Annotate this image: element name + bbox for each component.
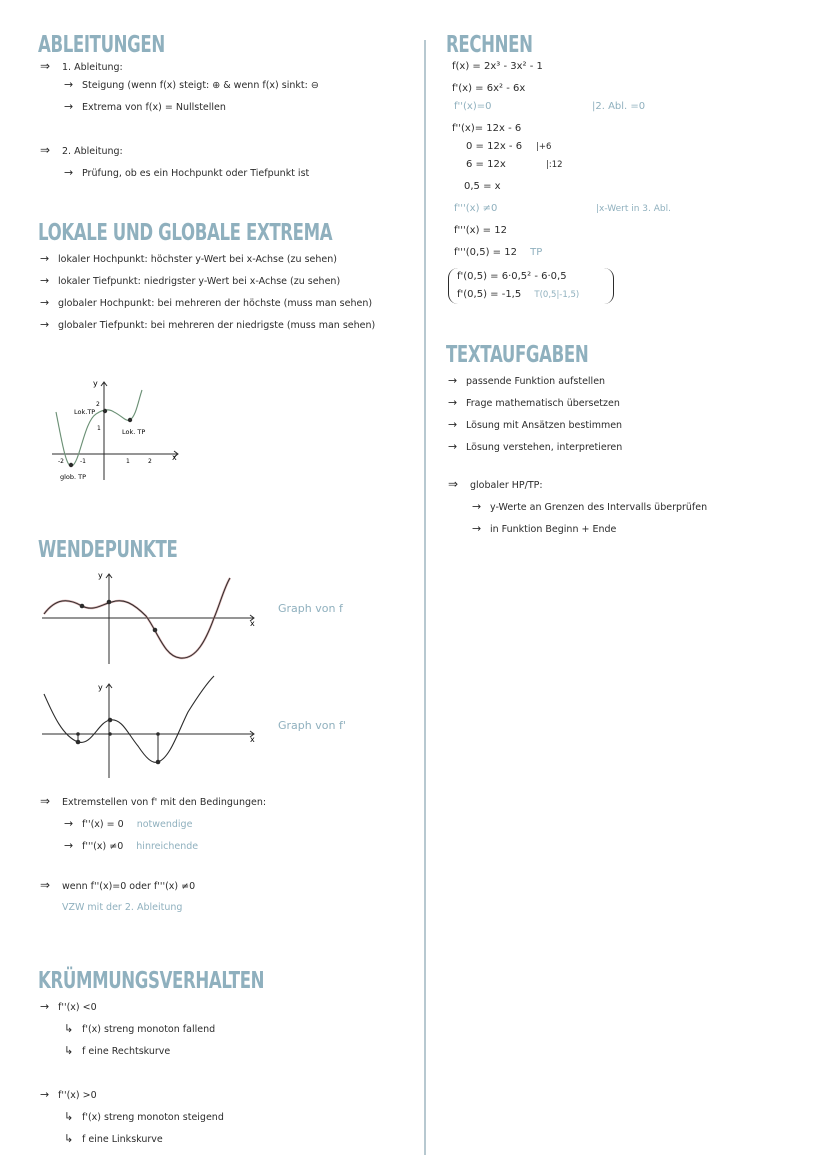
hook-arrow-icon: ↳ <box>64 1022 74 1035</box>
global-item: → in Funktion Beginn + Ende <box>472 522 617 535</box>
curve-f1 <box>44 676 214 762</box>
case1-a: ↳ f'(x) streng monoton fallend <box>64 1022 216 1035</box>
lok-hp-dot <box>103 409 107 413</box>
right-column <box>446 30 806 536</box>
arrow-icon: → <box>472 522 482 535</box>
tick-x: -2 <box>58 458 64 465</box>
axis-dot <box>108 732 112 736</box>
arrow-icon: → <box>448 374 458 387</box>
hook-arrow-icon: ↳ <box>64 1044 74 1057</box>
function-f3: f'''(x) = 12 <box>454 225 507 236</box>
implies-icon: ⇒ <box>448 477 459 491</box>
global-line: ⇒ globaler HP/TP: <box>448 477 543 491</box>
hook-arrow-icon: ↳ <box>64 1132 74 1145</box>
wendepunkte-conditions <box>38 795 414 914</box>
calc-line-1: f'(0,5) = 6·0,5² - 6·0,5 <box>457 271 567 282</box>
vzw-line: VZW mit der 2. Ableitung <box>62 902 183 913</box>
arrow-icon: → <box>448 396 458 409</box>
extrema-item: → globaler Hochpunkt: bei mehreren der höchste (muss man sehen) <box>40 296 373 309</box>
x-label: x <box>250 735 255 744</box>
tick-x: 1 <box>126 458 130 465</box>
condition-necessary: → f''(x) = 0 notwendige <box>64 817 193 830</box>
tick-x: -1 <box>80 458 86 465</box>
function-f2: f''(x)= 12x - 6 <box>452 123 522 134</box>
step2: 6 = 12x |:12 <box>466 159 563 170</box>
inflection-dot <box>153 628 158 633</box>
graph-f1-label: Graph von f' <box>278 719 346 732</box>
glob-tp-dot <box>69 463 73 467</box>
implies-icon: ⇒ <box>40 143 51 157</box>
global-item: → y-Werte an Grenzen des Intervalls überprüfen <box>472 500 708 513</box>
extremum-dot <box>76 740 81 745</box>
arrow-icon: → <box>40 252 50 265</box>
heading-kruemmung: KRÜMMUNGSVERHALTEN <box>38 968 265 994</box>
heading-wendepunkte: WENDEPUNKTE <box>38 537 178 563</box>
extremstellen-line: ⇒ Extremstellen von f' mit den Bedingungen: <box>40 794 267 808</box>
wenn-line: ⇒ wenn f''(x)=0 oder f'''(x) ≠0 <box>40 878 196 892</box>
graph-f-label: Graph von f <box>278 602 343 615</box>
arrow-icon: → <box>40 1000 50 1013</box>
textaufgaben-item: → Lösung verstehen, interpretieren <box>448 440 623 453</box>
arrow-icon: → <box>448 418 458 431</box>
graph-f-sketch <box>38 568 268 668</box>
tick-y: 2 <box>96 401 100 408</box>
steigung-line: → Steigung (wenn f(x) steigt: ⊕ & wenn f(x) sinkt: ⊖ <box>64 78 319 91</box>
bracket-calculation <box>448 268 614 304</box>
arrow-icon: → <box>40 274 50 287</box>
arrow-icon: → <box>40 1088 50 1101</box>
case1-b: ↳ f eine Rechtskurve <box>64 1044 171 1057</box>
function-f1: f'(x) = 6x² - 6x <box>452 83 526 94</box>
heading-extrema: LOKALE UND GLOBALE EXTREMA <box>38 220 333 246</box>
extrema-sketch <box>38 372 198 487</box>
implies-icon: ⇒ <box>40 59 51 73</box>
second-derivative-line: ⇒ 2. Ableitung: <box>40 143 123 157</box>
arrow-icon: → <box>448 440 458 453</box>
function-f: f(x) = 2x³ - 3x² - 1 <box>452 61 543 72</box>
lok-tp-right-label: Lok. TP <box>122 428 146 436</box>
extrema-item: → globaler Tiefpunkt: bei mehreren der niedrigste (muss man sehen) <box>40 318 376 331</box>
graph-f1-sketch <box>38 672 268 782</box>
arrow-icon: → <box>472 500 482 513</box>
arrow-icon: → <box>40 296 50 309</box>
tick-x: 2 <box>148 458 152 465</box>
inflection-dot <box>107 600 112 605</box>
textaufgaben-item: → passende Funktion aufstellen <box>448 374 606 387</box>
arrow-icon: → <box>64 166 74 179</box>
condition-sufficient: → f'''(x) ≠0 hinreichende <box>64 839 199 852</box>
case2-b: ↳ f eine Linkskurve <box>64 1132 163 1145</box>
lok-tp-left-label: Lok.TP <box>74 408 96 416</box>
case2-line: → f''(x) >0 <box>40 1088 97 1101</box>
arrow-icon: → <box>64 817 74 830</box>
f3-value-line: f'''(0,5) = 12 TP <box>454 247 543 258</box>
pruefung-line: → Prüfung, ob es ein Hochpunkt oder Tiefpunkt ist <box>64 166 310 179</box>
heading-ableitungen: ABLEITUNGEN <box>38 32 165 58</box>
extrema-item: → lokaler Tiefpunkt: niedrigster y-Wert bei x-Achse (zu sehen) <box>40 274 341 287</box>
arrow-icon: → <box>64 100 74 113</box>
y-label: y <box>93 379 98 388</box>
textaufgaben-item: → Lösung mit Ansätzen bestimmen <box>448 418 623 431</box>
heading-textaufgaben: TEXTAUFGABEN <box>446 342 589 368</box>
left-column <box>38 30 414 332</box>
y-label: y <box>98 683 103 692</box>
f2-zero-line: f''(x)=0 |2. Abl. =0 <box>454 101 646 112</box>
heading-rechnen: RECHNEN <box>446 32 533 58</box>
case1-line: → f''(x) <0 <box>40 1000 97 1013</box>
axis-dot <box>156 732 160 736</box>
extrema-line: → Extrema von f(x) = Nullstellen <box>64 100 226 113</box>
tick-y: 1 <box>97 425 101 432</box>
arrow-icon: → <box>64 839 74 852</box>
inflection-dot <box>80 604 85 609</box>
axis-dot <box>76 732 80 736</box>
glob-tp-label: glob. TP <box>60 473 87 481</box>
extrema-item: → lokaler Hochpunkt: höchster y-Wert bei x-Achse (zu sehen) <box>40 252 337 265</box>
f3-cond-line: f'''(x) ≠0 |x-Wert in 3. Abl. <box>454 203 671 214</box>
kruemmung-section <box>38 966 414 1146</box>
case2-a: ↳ f'(x) streng monoton steigend <box>64 1110 224 1123</box>
y-label: y <box>98 571 103 580</box>
textaufgaben-item: → Frage mathematisch übersetzen <box>448 396 620 409</box>
arrow-icon: → <box>64 78 74 91</box>
extremum-dot <box>156 760 161 765</box>
implies-icon: ⇒ <box>40 878 51 892</box>
implies-icon: ⇒ <box>40 794 51 808</box>
extremum-dot <box>108 718 113 723</box>
x-label: x <box>250 619 255 628</box>
arrow-icon: → <box>40 318 50 331</box>
column-divider <box>424 40 426 1155</box>
calc-line-2: f'(0,5) = -1,5 T(0,5|-1,5) <box>457 289 580 300</box>
first-derivative-line: ⇒ 1. Ableitung: <box>40 59 123 73</box>
step3: 0,5 = x <box>464 181 501 192</box>
hook-arrow-icon: ↳ <box>64 1110 74 1123</box>
step1: 0 = 12x - 6 |+6 <box>466 141 552 152</box>
lok-tp-dot <box>128 418 132 422</box>
x-label: x <box>172 453 177 462</box>
